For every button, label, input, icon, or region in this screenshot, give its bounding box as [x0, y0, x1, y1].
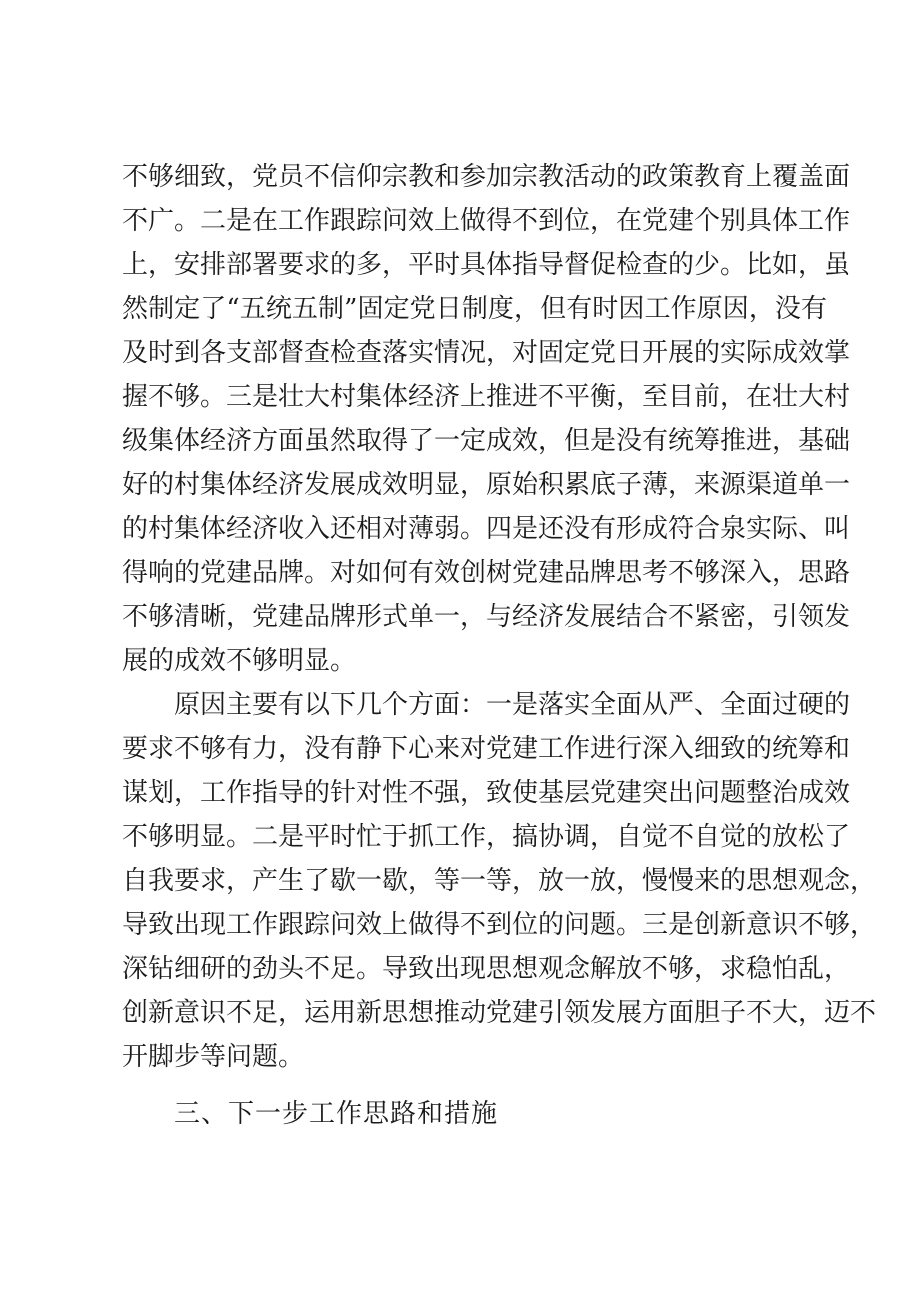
text-line: 上，安排部署要求的多，平时具体指导督促检查的少。比如，虽 [122, 250, 851, 280]
text-line: 不广。二是在工作跟踪问效上做得不到位，在党建个别具体工作 [122, 206, 851, 236]
text-line: 不够明显。二是平时忙于抓工作，搞协调，自觉不自觉的放松了 [122, 822, 851, 852]
text-line: 自我要求，产生了歇一歇，等一等，放一放，慢慢来的思想观念， [122, 866, 877, 896]
text-line: 开脚步等问题。 [122, 1042, 305, 1072]
text-line: 创新意识不足，运用新思想推动党建引领发展方面胆子不大，迈不 [122, 998, 877, 1028]
text-line: 不够清晰，党建品牌形式单一，与经济发展结合不紧密，引领发 [122, 602, 851, 632]
text-line: 级集体经济方面虽然取得了一定成效，但是没有统筹推进，基础 [122, 426, 851, 456]
text-line: 要求不够有力，没有静下心来对党建工作进行深入细致的统筹和 [122, 734, 851, 764]
text-line: 导致出现工作跟踪问效上做得不到位的问题。三是创新意识不够， [122, 910, 877, 940]
text-line: 然制定了“五统五制”固定党日制度，但有时因工作原因，没有 [122, 294, 827, 324]
text-line: 得响的党建品牌。对如何有效创树党建品牌思考不够深入，思路 [122, 558, 851, 588]
text-line: 原因主要有以下几个方面：一是落实全面从严、全面过硬的 [174, 690, 851, 720]
text-line: 的村集体经济收入还相对薄弱。四是还没有形成符合泉实际、叫 [122, 514, 851, 544]
text-line: 不够细致，党员不信仰宗教和参加宗教活动的政策教育上覆盖面 [122, 162, 851, 192]
text-line: 展的成效不够明显。 [122, 646, 357, 676]
text-line: 谋划，工作指导的针对性不强，致使基层党建突出问题整治成效 [122, 778, 851, 808]
text-line: 深钻细研的劲头不足。导致出现思想观念解放不够，求稳怕乱， [122, 954, 851, 984]
text-line: 及时到各支部督查检查落实情况，对固定党日开展的实际成效掌 [122, 338, 851, 368]
section-heading: 三、下一步工作思路和措施 [174, 1099, 499, 1129]
text-line: 好的村集体经济发展成效明显，原始积累底子薄，来源渠道单一 [122, 470, 851, 500]
text-line: 握不够。三是壮大村集体经济上推进不平衡，至目前，在壮大村 [122, 382, 851, 412]
